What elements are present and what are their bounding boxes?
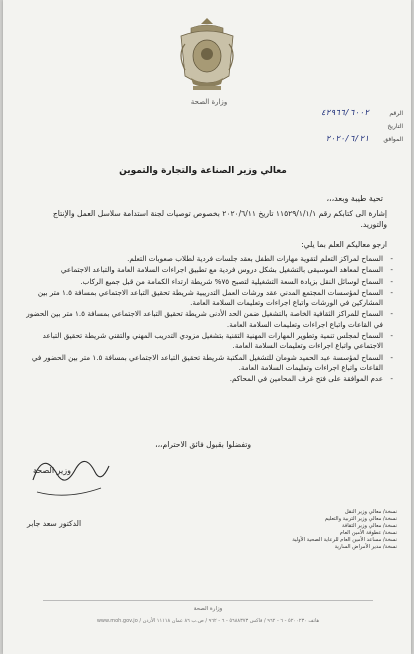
reference-block [223, 110, 403, 149]
greeting: تحية طيبة وبعد،،، [326, 194, 383, 203]
signatory-name: الدكتور سعد جابر [27, 519, 82, 528]
cc-list [247, 509, 397, 552]
list-item: - عدم الموافقة على فتح غرف المحامين في المحاكم. [17, 374, 393, 384]
closing-line: وتفضلوا بقبول فائق الاحترام،،، [155, 440, 251, 449]
cc-item: نسخة/ معالي وزير الثقافة [341, 523, 397, 530]
reference-hijri-label: الموافق [383, 136, 403, 143]
decision-list [17, 254, 393, 386]
reference-number-label: الرقم [389, 110, 403, 117]
list-item: - السماح لمراكز التعلم لتقوية مهارات الطفل بعقد جلسات فردية لطلاب صعوبات التعلم. [17, 254, 393, 264]
cc-item: نسخة/ معالي وزير التربية والتعليم [324, 516, 397, 523]
ministry-name: وزارة الصحة [190, 98, 228, 106]
reference-date-label: التاريخ [387, 123, 403, 130]
cc-item: نسخة/ مساعد الأمين العام للرعاية الصحية الأولية [292, 537, 397, 544]
footer-address: هاتف ٥٢٠٠٢٣٠ - ٦ - ٩٦٢ / فاكس ٥٦٨٨٣٧٣ - ٦ - ٩٦٢ / ص.ب ٨٦ عمان ١١١١٨ الأردن / www.moh.gov.jo [96, 618, 320, 624]
letter-page [3, 0, 411, 654]
footer-title: وزارة الصحة [193, 606, 223, 612]
list-item: - السماح لمعاهد الموسيقى بالتشغيل بشكل دروس فردية مع تطبيق اجراءات السلامة العامة والتباعد الاجتماعي [17, 265, 393, 275]
cc-item: نسخة/ معالي وزير النقل [344, 509, 397, 515]
cc-item: نسخة/ مدير الأمراض السارية [334, 544, 397, 551]
signatory-title: وزير الصحة [33, 466, 71, 475]
addressee: معالي وزير الصناعة والتجارة والتموين [119, 166, 287, 176]
list-item: - السماح للمراكز الثقافية الخاصة بالتشغيل ضمن الحد الأدنى شريطة تحقيق التباعد الاجتماعي بمسافة ١.٥ متر بين الحضور في القاعات واتباع اجراءات وتعليمات السلامة العامة. [17, 309, 393, 330]
list-item: - السماح لمؤسسة عبد الحميد شومان للتشغيل المكتبة شريطة تحقيق التباعد الاجتماعي بمسافة ١.٥ متر بين الحضور في القاعات واتباع اجراءات وتعليمات السلامة العامة. [17, 353, 393, 374]
list-item: - السماح لوسائل النقل بزيادة السعة التشغيلية لتصبح ٧٥% شريطة ارتداء الكمامة من قبل جميع الركاب. [17, 277, 393, 287]
list-item: - السماح لمؤسسات المجتمع المدني عقد ورشات العمل التدريبية شريطة تحقيق التباعد الاجتماعي بمسافة ١.٥ متر بين المشاركين في الورشات واتباع اجراءات وتعليمات السلامة العامة. [17, 288, 393, 309]
reference-date-value: ٢٠٢٠/٦/٢١ [325, 134, 369, 143]
list-item: - السماح لمجلس تنمية وتطوير المهارات المهنية التقنية بتشغيل مزودي التدريب المهني والتقني شريطة تحقيق التباعد الاجتماعي واتباع اجراءات وتعليمات السلامة العامة. [17, 331, 393, 352]
footer-divider [43, 600, 373, 601]
jordan-coat-of-arms-icon [171, 14, 243, 94]
cc-item: نسخة/ عطوفة الأمين العام [339, 530, 397, 537]
intro-line: ارجو معاليكم العلم بما يلي: [301, 240, 387, 249]
reference-number-value: ٤٢٩٦٦/٦٠٠٢ [320, 108, 369, 117]
opening-paragraph: إشارة الى كتابكم رقم ١١٥٢٩/١/١/١ تاريخ ٢٠٢٠/٦/١١ بخصوص توصيات لجنة استدامة سلاسل العمل والإنتاج والتوريد. [52, 209, 387, 229]
